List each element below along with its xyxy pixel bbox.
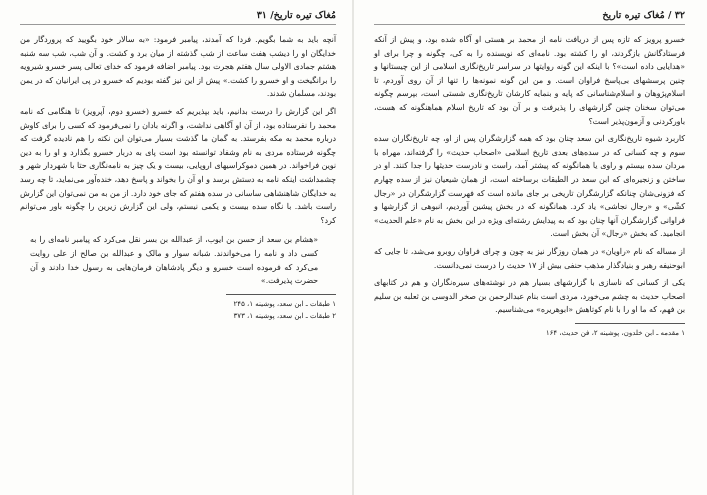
spine-gutter: [352, 0, 354, 495]
right-footnotes: [374, 323, 685, 339]
left-paragraph-2: اگر این گزارش را درست بدانیم، باید بپذیریم که خسرو (خسرو دوم، آپرویز) تا هنگامی که نامه محمد را نفرستاده بود، از آن او آگاهی نداشت، و اگرنه بادان را نمی‌فرمود که کسی را برای کاوش درباره محمد به مکه بفرستد. به گمان ما گذشت بسیار می‌توان این نکته را هم نادیده گرفت که چگونه فرستاده مردی به نام وشفاد توانسته بود است پای به دربار خسرو بگذارد و او را به دین نوین فراخواند. در همین دموکراسیهای اروپایی، بیست و یک چیز به نامه‌نگاری حتا با شهردار شهر و چشمداشت اینکه نامه به دستش برسد و او آن را بخواند و پاسخ دهد، خنده‌آور می‌نماید، تا چه رسد به خدایگان شاهنشاهی ساسانی در سده هفتم که جای خود دارد. از من به من نمی‌توان این گزارش راست باشد. با نگاه سده بیست و یکمی نیستم، ولی این گزارش زیرین را چگونه باور می‌توانم کرد؟: [20, 106, 336, 225]
left-page-body: [20, 33, 336, 288]
right-footnote-1: ۱ مقدمه ـ ابن خلدون، پوشینه ۲، فن حدیث، ۱۶۴: [545, 328, 685, 337]
right-page: [356, 0, 707, 495]
left-block-quote: «هشام بن سعد از حسن بن ایوب، از عبدالله بن بسر نقل می‌کرد که پیامبر نامه‌ای را به کسی داد و نامه را می‌خواندند. شبانه سوار و مالک و عبدالله بن صالح از علی روایت می‌کرد که فرموده است خسرو و دیگر پادشاهان فرمان‌هایی به رسول خدا دادند و آن حضرت پذیرفت.»: [30, 235, 318, 286]
left-footnote-1: ۱ طبقات ـ ابن سعد، پوشینه ۱، ۲۴۵: [233, 299, 336, 308]
left-page-header: [20, 8, 336, 25]
left-page: [0, 0, 350, 495]
left-paragraph-1: آنچه باید به شما بگویم. فردا که آمدند، پیامبر فرمود: «به سالار خود بگویید که پروردگار من خدایگان او را دیشب هفت ساعت از شب گذشته از میان برد و کشت. و آن شب، شب سه شنبه هشتم جمادی الاولی سال هفتم هجرت بود. پیامبر اضافه فرمود که خدای تعالی پسر خسرو شیرویه را برانگیخت و او خسرو را کشت.» پیش از این نیز گفته بودیم که خسرو در پی ایرانیان که در یمن بودند، مسلمان شدند.: [20, 35, 336, 99]
left-footnote-2: ۲ طبقات ـ ابن سعد، پوشینه ۱، ۳۷۳: [233, 311, 336, 320]
right-paragraph-3: از مساله که نام «راویان» در همان روزگار نیز به چون و چرای فراوان روبرو می‌شد، تا جایی که ابوحنیفه رهبر و بنیادگذار مذهب حنفی بیش از ۱۷ حدیث را درست نمی‌دانست.: [374, 246, 685, 270]
right-paragraph-1: خسرو پرویز که تازه پس از دریافت نامه از محمد بر هستی او آگاه شده بود، و پیش از آنکه فرستادگانش بازگردند، او را کشته بود. نامه‌ای که نویسنده را به کی، چگونه و چرا برای او «هدایایی داده است»؟ با اینکه این گونه روایتها در سراسر تاریخ‌نگاری اسلامی از این چیستانها و چنین پرسشهای بی‌پاسخ فراوان است. و من این گونه نمونه‌ها را تنها از آن روی آوردم، تا اسلام‌پژوهان و اسلام‌شناسانی که پایه و بنمایه کارشان تاریخ‌نگاری شستی است، بپرسم چگونه می‌توان سخنان چنین گزارشهای را پذیرفت و بر آن بود که تاریخ اسلام هماهنگونه که هست، باورکردنی و آزمون‌پذیر است؟: [374, 35, 685, 126]
right-paragraph-2: کاربرد شیوه تاریخ‌نگاری ابن سعد چنان بود که همه گزارشگران پس از او، چه تاریخ‌نگاران سده سوم و چه کسانی که در سده‌های بعدی تاریخ اسلامی «اصحاب حدیث» را گرفته‌اند، مهراه با مردان سده بیستم و راوی یا همانگونه که پیشتر آمد، راست و نادرست حدیثها را جدا کنند. او در ساختن و زنجیره‌ای که ابن سعد در الطبقات برساخته است، از همان شیعیان نیز از سده چهارم که فزونی‌شان چنانکه گزارشگران تاریخی بر جای مانده است که فهرست گزارشگران در «رجال کشّی» و «رجال نجاشی» یاد کرد. همانگونه که در بخش پیشین آوردیم، انبوهی از گزارشها و فراوانی گزارشگران آنها چنان بود که به پیدایش رشته‌ای ویژه در این بخش به نام «علم الحدیث» انجامید. که بخش «رجال» آن بخش است.: [374, 134, 685, 239]
left-page-running-title: مُغاک تیره تاریخ/ ۳۱: [256, 10, 336, 21]
left-footnotes: [20, 294, 336, 322]
right-page-running-title: ۳۲ / مُغاک تیره تاریخ: [602, 10, 685, 21]
right-paragraph-4: یکی از کسانی که ناسازی با گزارشهای بسیار هم در نوشته‌های سیره‌نگاران و هم در کتابهای اصحاب حدیث به چشم می‌خورد، مردی است بنام عبدالرحمن بن صخر الدوسی بن ثعلبه بن سلیم بن فهم، که ما او را با نام کوتاهش «ابوهریره» می‌شناسیم.: [374, 278, 685, 315]
right-page-header: [374, 8, 685, 25]
right-page-body: [374, 33, 685, 317]
